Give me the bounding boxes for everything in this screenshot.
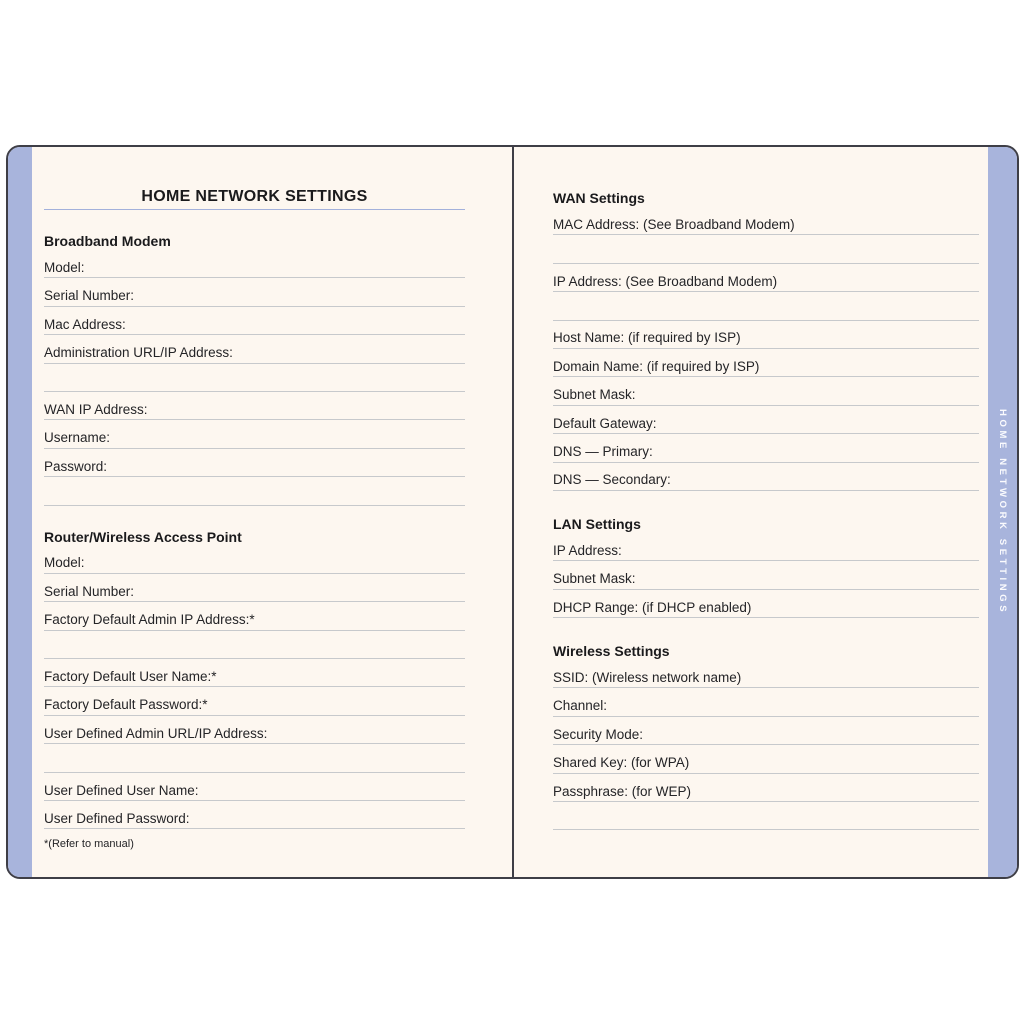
page-title: HOME NETWORK SETTINGS bbox=[44, 188, 465, 210]
field-label: Serial Number: bbox=[44, 288, 135, 304]
field-label: User Defined Admin URL/IP Address: bbox=[44, 725, 268, 741]
field-label: Factory Default Admin IP Address:* bbox=[44, 612, 255, 628]
form-section bbox=[553, 618, 979, 830]
field-label: Security Mode: bbox=[553, 726, 644, 742]
form-field bbox=[553, 688, 979, 716]
form-section bbox=[553, 491, 979, 618]
form-field bbox=[553, 406, 979, 434]
form-field bbox=[44, 659, 465, 687]
field-label: DNS — Primary: bbox=[553, 444, 653, 460]
field-label: Domain Name: (if required by ISP) bbox=[553, 358, 760, 374]
form-field bbox=[553, 533, 979, 561]
field-label: Factory Default Password:* bbox=[44, 697, 208, 713]
section-heading: Broadband Modem bbox=[44, 233, 171, 249]
blank-write-line bbox=[44, 744, 465, 772]
blank-write-line bbox=[44, 364, 465, 392]
form-section bbox=[44, 210, 465, 506]
left-edge-strip bbox=[8, 147, 32, 877]
form-field bbox=[44, 574, 465, 602]
field-label: IP Address: bbox=[553, 542, 622, 558]
form-field bbox=[553, 434, 979, 462]
field-label: SSID: (Wireless network name) bbox=[553, 669, 742, 685]
field-label: Passphrase: (for WEP) bbox=[553, 783, 692, 799]
notebook-spread bbox=[6, 145, 1019, 879]
form-field bbox=[553, 463, 979, 491]
spine-divider bbox=[512, 147, 514, 877]
field-label: User Defined User Name: bbox=[44, 782, 199, 798]
field-label: WAN IP Address: bbox=[44, 401, 148, 417]
form-field bbox=[44, 801, 465, 829]
form-field bbox=[553, 660, 979, 688]
form-field bbox=[44, 546, 465, 574]
tab-label: HOME NETWORK SETTINGS bbox=[997, 408, 1008, 616]
form-field bbox=[553, 207, 979, 235]
right-page bbox=[553, 188, 979, 830]
field-label: Serial Number: bbox=[44, 583, 135, 599]
field-label: IP Address: (See Broadband Modem) bbox=[553, 273, 778, 289]
field-label: Mac Address: bbox=[44, 316, 126, 332]
section-heading: LAN Settings bbox=[553, 515, 641, 532]
field-label: Username: bbox=[44, 430, 111, 446]
field-label: Subnet Mask: bbox=[553, 571, 636, 587]
section-heading: Router/Wireless Access Point bbox=[44, 528, 242, 545]
form-field bbox=[553, 349, 979, 377]
form-field bbox=[44, 278, 465, 306]
field-label: Default Gateway: bbox=[553, 415, 657, 431]
form-field bbox=[553, 321, 979, 349]
form-field bbox=[44, 716, 465, 744]
field-label: Host Name: (if required by ISP) bbox=[553, 330, 741, 346]
form-field bbox=[44, 250, 465, 278]
form-field bbox=[44, 420, 465, 448]
field-label: DHCP Range: (if DHCP enabled) bbox=[553, 599, 752, 615]
form-field bbox=[44, 392, 465, 420]
form-field bbox=[553, 264, 979, 292]
field-label: Administration URL/IP Address: bbox=[44, 345, 233, 361]
form-field bbox=[44, 602, 465, 630]
section-heading: Wireless Settings bbox=[553, 643, 670, 660]
field-label: MAC Address: (See Broadband Modem) bbox=[553, 216, 795, 232]
left-page bbox=[44, 188, 465, 850]
blank-write-line bbox=[44, 631, 465, 659]
blank-write-line bbox=[553, 292, 979, 320]
blank-write-line bbox=[44, 477, 465, 505]
field-label: Factory Default User Name:* bbox=[44, 668, 217, 684]
blank-write-line bbox=[553, 235, 979, 263]
field-label: Model: bbox=[44, 555, 85, 571]
form-field bbox=[553, 774, 979, 802]
form-field bbox=[44, 307, 465, 335]
form-field bbox=[44, 449, 465, 477]
footnote: *(Refer to manual) bbox=[44, 838, 134, 851]
form-field bbox=[553, 377, 979, 405]
field-label: Channel: bbox=[553, 698, 608, 714]
form-field bbox=[553, 717, 979, 745]
form-field bbox=[553, 590, 979, 618]
form-field bbox=[44, 687, 465, 715]
section-tab bbox=[988, 147, 1017, 877]
form-field bbox=[553, 745, 979, 773]
blank-write-line bbox=[553, 802, 979, 830]
form-section bbox=[553, 188, 979, 491]
section-heading: WAN Settings bbox=[553, 190, 645, 206]
left-page-sections bbox=[44, 210, 465, 829]
field-label: DNS — Secondary: bbox=[553, 472, 671, 488]
field-label: Password: bbox=[44, 458, 108, 474]
field-label: Shared Key: (for WPA) bbox=[553, 755, 690, 771]
form-field bbox=[44, 335, 465, 363]
field-label: User Defined Password: bbox=[44, 810, 190, 826]
form-field bbox=[553, 561, 979, 589]
right-page-sections bbox=[553, 188, 979, 830]
form-section bbox=[44, 506, 465, 830]
form-field bbox=[44, 773, 465, 801]
field-label: Subnet Mask: bbox=[553, 387, 636, 403]
field-label: Model: bbox=[44, 259, 85, 275]
